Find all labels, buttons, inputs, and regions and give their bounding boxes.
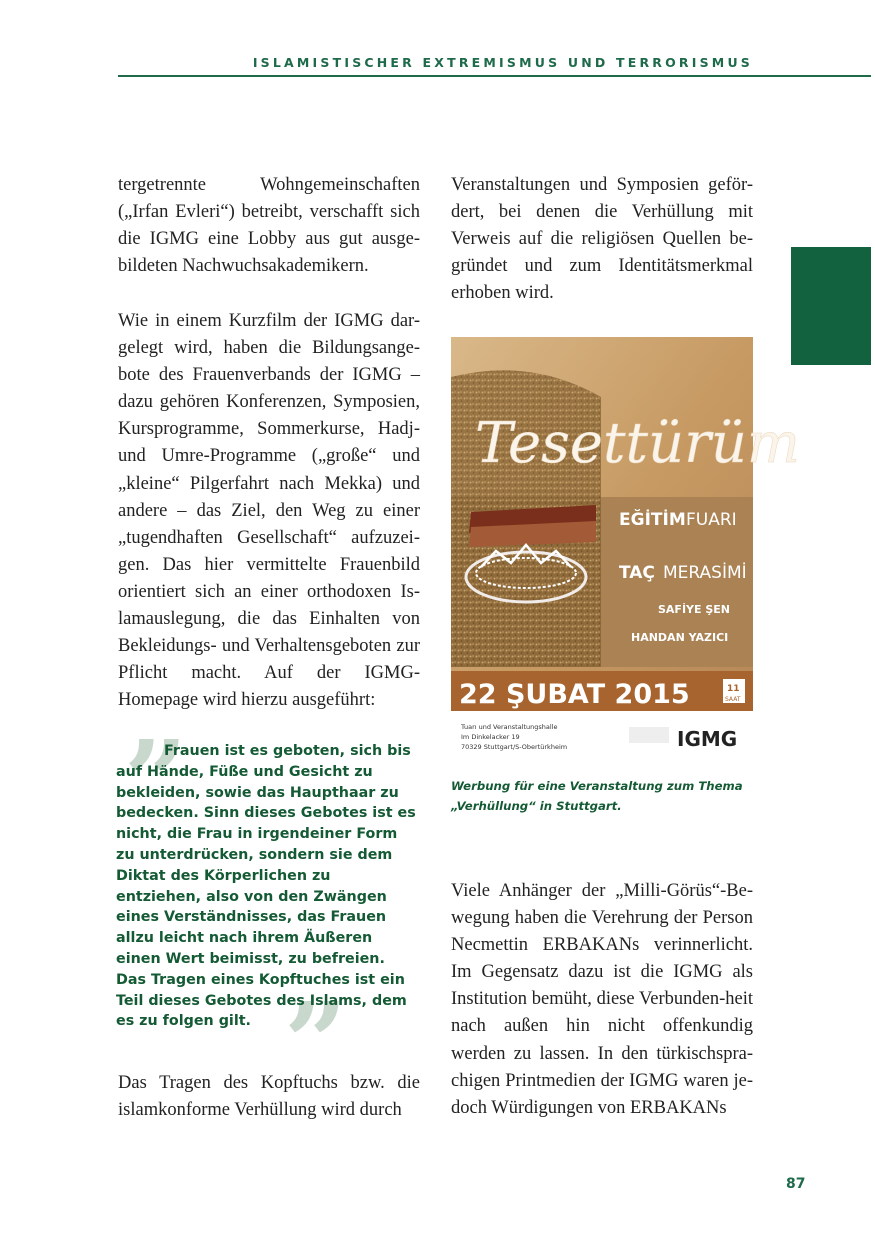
poster-line2-bold: TAÇ (619, 563, 655, 583)
chapter-tab (791, 247, 871, 365)
close-quote-mark-icon: ” (284, 978, 348, 1107)
left-paragraph-2: Wie in einem Kurzfilm der IGMG dar-gelegt wird, haben die Bildungsange-bote des Frauenverbands der IGMG – dazu gehören Konferenzen, Symposien, Kursprogramme, Sommerkurse, Hadj- und Umre-Programme („große“ und „kleine“ Pilgerfahrt nach Mekka) und andere – das Ziel, den Weg zu einer „tugendhaften Gesellschaft“ aufzuzei-gen. Das hier vermittelte Frauenbild orientiert sich an einer orthodoxen Is-lamauslegung, die das Einhalten von Bekleidungs- und Verhaltensgeboten zur Pflicht macht. Auf der IGMG-Homepage wird hierzu ausgeführt: (118, 311, 420, 711)
poster-date: 22 ŞUBAT 2015 (459, 679, 690, 710)
poster-title: Tesettürüm (475, 411, 801, 476)
page-number: 87 (786, 1176, 806, 1192)
right-paragraph-2: Viele Anhänger der „Milli-Görüs“-Be-wegung haben die Verehrung der Person Necmettin ERBAKANs verinnerlicht. Im Gegensatz dazu ist die IGMG als Institution bemüht, diese Verbunden-heit nach außen hin nicht offenkundig werden zu lassen. In den türkischspra-chigen Printmedien der IGMG waren je-doch Würdigungen von ERBAKANs (451, 881, 753, 1118)
poster-line2-rest: MERASİMİ (663, 563, 747, 583)
poster-igmg-logo: IGMG (677, 727, 738, 751)
poster-name-2: HANDAN YAZICI (631, 631, 729, 644)
poster-line1-rest: FUARI (686, 510, 737, 530)
quote-text: Frauen ist es geboten, sich bis auf Hände, Füße und Gesicht zu bekleiden, sowie das Haupthaar zu bedecken. Sinn dieses Gebotes ist es nicht, die Frau in irgendeiner Form zu unterdrücken, sondern sie dem Diktat des Körperlichen zu entziehen, also von den Zwängen eines Verständnisses, das Frauen allzu leicht nach ihrem Äußeren einen Wert beimisst, zu befreien. Das Tragen eines Kopftuches ist ein Teil dieses Gebotes des Islams, dem es zu folgen gilt. (116, 743, 416, 1030)
left-paragraph-3: Das Tragen des Kopftuchs bzw. die islamkonforme Verhüllung wird durch (118, 1073, 420, 1121)
poster-line1-bold: EĞİTİM (619, 510, 686, 530)
running-header (118, 55, 871, 79)
sponsor-logo-icon (629, 727, 669, 743)
header-rule (118, 75, 871, 77)
header-title: ISLAMISTISCHER EXTREMISMUS UND TERRORISMUS (252, 55, 753, 70)
poster-time-label: SAAT (725, 696, 741, 703)
left-paragraph-1: tergetrennte Wohngemeinschaften („Irfan Evleri“) betreibt, verschafft sich die IGMG eine Lobby aus gut ausge-bildeten Nachwuchsakademikern. (118, 175, 420, 277)
event-poster (451, 337, 801, 760)
poster-venue-2: Im Dinkelacker 19 (461, 733, 520, 741)
poster-name-1: SAFİYE ŞEN (658, 603, 730, 616)
open-quote-mark-icon: ” (124, 716, 188, 845)
poster-time-badge: 11 (727, 684, 740, 694)
image-caption: Werbung für eine Veranstaltung zum Thema „Verhüllung“ in Stuttgart. (451, 779, 743, 813)
right-paragraph-1: Veranstaltungen und Symposien geför-dert, bei denen die Verhüllung mit Verweis auf die religiösen Quellen be-gründet und zum Identitätsmerkmal erhoben wird. (451, 175, 753, 304)
poster-venue-3: 70329 Stuttgart/S-Obertürkheim (461, 743, 568, 751)
poster-venue-1: Tuarı und Veranstaltungshalle (461, 723, 558, 731)
